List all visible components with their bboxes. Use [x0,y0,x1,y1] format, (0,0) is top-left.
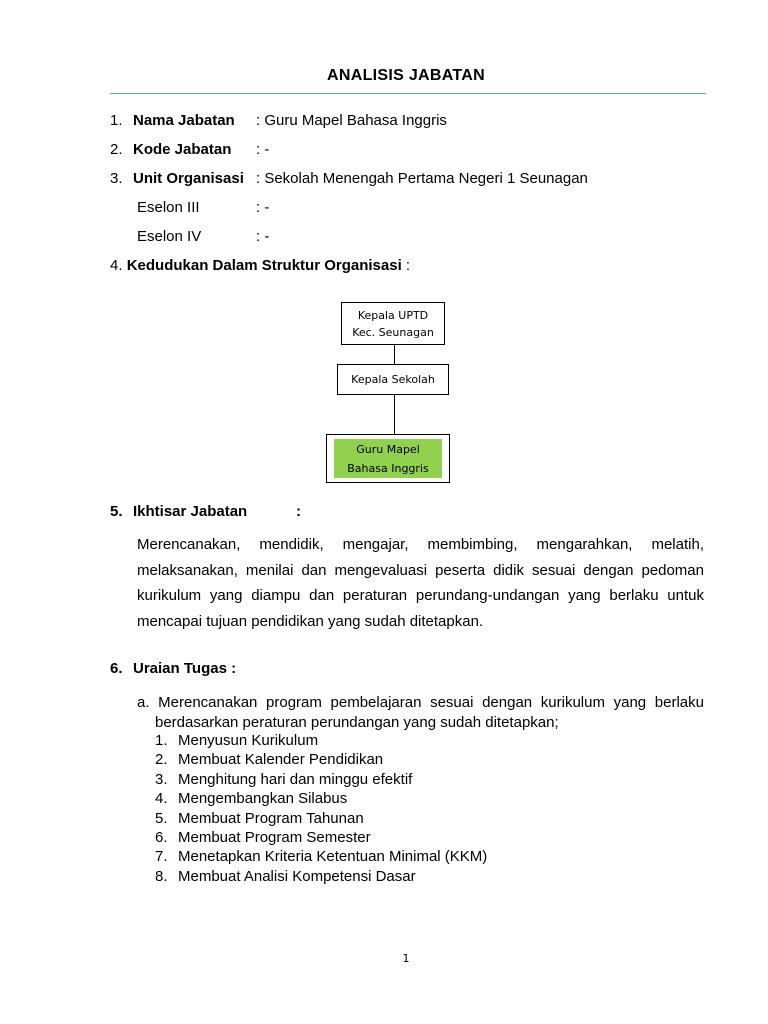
task-subitem-list [155,731,487,886]
field-label: Eselon III [137,199,200,216]
section-label: Ikhtisar Jabatan [133,503,248,520]
field-label: Unit Organisasi [133,170,244,187]
field-number: 3. [110,170,123,187]
field-value: : Guru Mapel Bahasa Inggris [256,112,447,129]
field-value: : - [256,199,270,216]
field-value: : - [256,141,270,158]
section-colon: : [296,503,301,520]
org-box-line: Kepala UPTD [357,308,429,322]
org-connector [394,395,395,434]
section-label: Kedudukan Dalam Struktur Organisasi [126,257,402,274]
section-colon: : [401,257,411,274]
task-item-a-text: a. Merencanakan program pembelajaran sesuai dengan kurikulum yang berlaku berdasarkan peraturan perundangan yang sudah ditetapkan; [137,694,704,731]
org-box-line: Kepala Sekolah [351,373,435,386]
section-kedudukan-heading [110,257,410,274]
org-box-kepala-sekolah [337,364,449,395]
field-value: : Sekolah Menengah Pertama Negeri 1 Seunagan [256,170,588,187]
list-item: 4. Mengembangkan Silabus [155,790,348,808]
section-label: Uraian Tugas : [133,660,237,677]
field-number: 2. [110,141,123,158]
field-label: Nama Jabatan [133,112,235,129]
title-divider [110,93,706,94]
org-box-line: Guru Mapel [356,442,420,456]
field-value: : - [256,228,270,245]
ikhtisar-paragraph: Merencanakan, mendidik, mengajar, membimbing, mengarahkan, melatih, melaksanakan, menilai dan mengevaluasi peserta didik sesuai dengan pedoman kurikulum yang diampu dan peraturan perundang-undangan yang berlaku untuk mencapai tujuan pendidikan yang sudah ditetapkan. [137,536,704,630]
org-connector [394,345,395,364]
section-number: 5. [110,503,123,520]
document-title: ANALISIS JABATAN [327,67,485,84]
list-item: 6. Membuat Program Semester [155,829,371,847]
field-number: 1. [110,112,123,129]
page-number: 1 [402,952,410,965]
list-item: 5. Membuat Program Tahunan [155,809,364,827]
field-label: Kode Jabatan [133,141,232,158]
list-item: 3. Menghitung hari dan minggu efektif [155,770,413,788]
org-box-line: Bahasa Inggris [347,461,429,475]
org-box-guru-mapel [326,434,450,483]
field-label: Eselon IV [137,228,202,245]
section-number: 4. [110,257,123,274]
org-box-line: Kec. Seunagan [352,325,434,339]
org-box-kepala-uptd [341,302,445,345]
section-number: 6. [110,660,123,677]
org-box-highlight [334,439,442,478]
list-item: 7. Menetapkan Kriteria Ketentuan Minimal (KKM) [155,848,488,866]
list-item: 8. Membuat Analisi Kompetensi Dasar [155,867,416,885]
list-item: 2. Membuat Kalender Pendidikan [155,751,384,769]
task-item-a [137,693,704,732]
list-item: 1. Menyusun Kurikulum [155,732,319,749]
